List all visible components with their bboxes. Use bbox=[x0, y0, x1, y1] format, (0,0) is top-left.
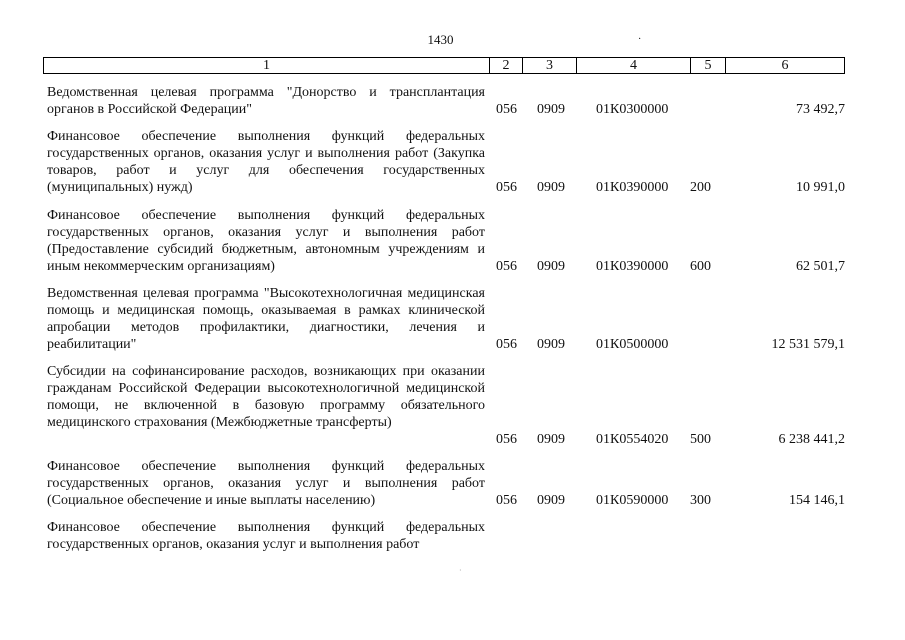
table-row bbox=[47, 458, 845, 509]
header-col-4: 4 bbox=[577, 58, 691, 73]
row-col-6: 12 531 579,1 bbox=[771, 337, 845, 352]
header-col-5: 5 bbox=[691, 58, 726, 73]
row-description: Субсидии на софинансирование расходов, возникающих при оказании гражданам Российской Федерации высокотехнологичной медицинской помощи, не включенной в базовую программу обязательного медицинского страхования (Межбюджетные трансферты) bbox=[47, 364, 485, 430]
header-col-3: 3 bbox=[523, 58, 577, 73]
row-col-3: 0909 bbox=[537, 432, 565, 447]
row-description: Финансовое обеспечение выполнения функций федеральных государственных органов, оказания услуг и выполнения работ (Предоставление субсидий бюджетным, автономным учреждениям и иным некоммерческим организациям) bbox=[47, 208, 485, 274]
row-col-4: 01К0500000 bbox=[596, 337, 669, 352]
row-description: Ведомственная целевая программа "Высокотехнологичная медицинская помощь и медицинская помощь, оказываемая в рамках клинической апробации методов профилактики, диагностики, лечения и реабилитации" bbox=[47, 286, 485, 352]
row-col-5: 200 bbox=[690, 180, 711, 195]
row-col-2: 056 bbox=[496, 493, 517, 508]
row-col-3: 0909 bbox=[537, 337, 565, 352]
row-col-4: 01К0300000 bbox=[596, 102, 669, 117]
row-col-4: 01К0554020 bbox=[596, 432, 669, 447]
row-col-2: 056 bbox=[496, 432, 517, 447]
row-col-2: 056 bbox=[496, 259, 517, 274]
row-col-2: 056 bbox=[496, 102, 517, 117]
table-header bbox=[43, 57, 845, 74]
row-col-3: 0909 bbox=[537, 493, 565, 508]
row-description: Финансовое обеспечение выполнения функций федеральных государственных органов, оказания услуг и выполнения работ bbox=[47, 520, 485, 552]
row-col-3: 0909 bbox=[537, 259, 565, 274]
header-col-2: 2 bbox=[490, 58, 523, 73]
row-col-6: 62 501,7 bbox=[796, 259, 845, 274]
row-col-5: 300 bbox=[690, 493, 711, 508]
header-col-6: 6 bbox=[781, 58, 789, 73]
row-col-2: 056 bbox=[496, 337, 517, 352]
table-row bbox=[47, 363, 845, 448]
row-col-2: 056 bbox=[496, 180, 517, 195]
row-col-3: 0909 bbox=[537, 102, 565, 117]
row-col-4: 01К0390000 bbox=[596, 259, 669, 274]
header-col-1: 1 bbox=[44, 58, 490, 73]
scan-mark: · bbox=[459, 566, 462, 575]
table-row bbox=[47, 84, 845, 118]
table-row bbox=[47, 207, 845, 275]
row-col-5: 500 bbox=[690, 432, 711, 447]
page-number: 1430 bbox=[427, 32, 454, 47]
row-col-6: 73 492,7 bbox=[796, 102, 845, 117]
row-col-6: 6 238 441,2 bbox=[778, 432, 845, 447]
row-description: Финансовое обеспечение выполнения функций федеральных государственных органов, оказания услуг и выполнения работ (Социальное обеспечение и иные выплаты населению) bbox=[47, 459, 485, 508]
table-row bbox=[47, 519, 845, 553]
row-col-3: 0909 bbox=[537, 180, 565, 195]
row-col-5: 600 bbox=[690, 259, 711, 274]
row-col-4: 01К0590000 bbox=[596, 493, 669, 508]
row-col-6: 154 146,1 bbox=[789, 493, 845, 508]
table-row bbox=[47, 128, 845, 196]
row-description: Ведомственная целевая программа "Донорство и трансплантация органов в Российской Федерации" bbox=[47, 85, 485, 117]
scan-dot: · bbox=[638, 34, 642, 45]
table-row bbox=[47, 285, 845, 353]
row-col-4: 01К0390000 bbox=[596, 180, 669, 195]
row-description: Финансовое обеспечение выполнения функций федеральных государственных органов, оказания услуг и выполнения работ (Закупка товаров, работ и услуг для обеспечения государственных (муниципальных) нужд) bbox=[47, 129, 485, 195]
row-col-6: 10 991,0 bbox=[796, 180, 845, 195]
